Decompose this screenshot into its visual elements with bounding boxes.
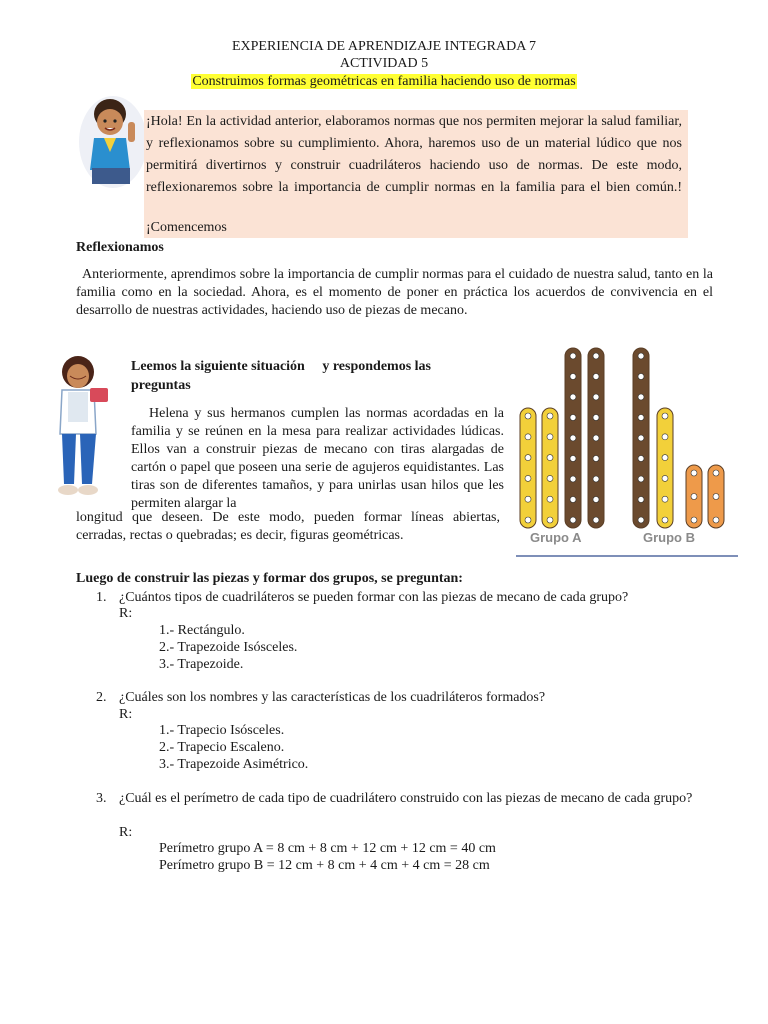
mecano-hole — [570, 435, 576, 441]
question-3-text: ¿Cuál es el perímetro de cada tipo de cuadrilátero construido con las piezas de mecano de cada grupo? — [119, 791, 693, 806]
mecano-hole — [570, 476, 576, 482]
mecano-hole — [547, 475, 553, 481]
mecano-hole — [593, 353, 599, 359]
mecano-hole — [662, 475, 668, 481]
question-2-r: R: — [119, 707, 133, 722]
mecano-hole — [570, 517, 576, 523]
mecano-hole — [525, 413, 531, 419]
mecano-figure — [510, 340, 740, 562]
subtitle-highlight: Construimos formas geométricas en familia haciendo uso de normas — [192, 74, 576, 89]
mecano-hole — [593, 476, 599, 482]
girl-illustration — [38, 352, 118, 500]
mecano-hole — [570, 374, 576, 380]
answer-1-2: 2.- Trapezoide Isósceles. — [159, 640, 298, 655]
answer-1-3: 3.- Trapezoide. — [159, 657, 244, 672]
mecano-hole — [638, 435, 644, 441]
question-3-r: R: — [119, 825, 133, 840]
mecano-hole — [547, 455, 553, 461]
answer-2-1: 1.- Trapecio Isósceles. — [159, 723, 285, 738]
mecano-hole — [662, 434, 668, 440]
question-1-r: R: — [119, 606, 133, 621]
mecano-hole — [570, 497, 576, 503]
mecano-hole — [525, 475, 531, 481]
document-title: EXPERIENCIA DE APRENDIZAJE INTEGRADA 7 — [231, 39, 537, 54]
intro-comencemos: ¡Comencemos — [146, 220, 227, 235]
mecano-hole — [525, 517, 531, 523]
situacion-text-a: Helena y sus hermanos cumplen las normas acordadas en la familia y se reúnen en la mesa para realizar actividades lúdicas. Ellos van a construir piezas de mecano con tiras alargadas de cartón o papel que poseen una serie de agujeros equidistantes. Las tiras son de diferentes tamaños, y para unirlas usan hilos que les permiten alargar la — [131, 406, 504, 511]
question-1-text: ¿Cuántos tipos de cuadriláteros se pueden formar con las piezas de mecano de cada grupo? — [119, 590, 629, 605]
question-3-number: 3. — [96, 791, 107, 806]
mecano-hole — [638, 476, 644, 482]
mecano-hole — [525, 496, 531, 502]
mecano-hole — [593, 394, 599, 400]
mecano-hole — [638, 497, 644, 503]
boy-illustration — [78, 92, 148, 192]
questions-heading: Luego de construir las piezas y formar dos grupos, se preguntan: — [76, 571, 463, 586]
mecano-hole — [593, 456, 599, 462]
mecano-hole — [713, 470, 719, 476]
mecano-hole — [662, 455, 668, 461]
mecano-strip-yellow — [542, 408, 558, 528]
mecano-hole — [593, 517, 599, 523]
mecano-hole — [593, 415, 599, 421]
mecano-hole — [547, 434, 553, 440]
mecano-strips — [520, 348, 724, 528]
situacion-text-b: longitud que deseen. De este modo, pueden formar líneas abiertas, cerradas, rectas o quebradas; es decir, figuras geométricas. — [76, 510, 500, 543]
answer-2-3: 3.- Trapezoide Asimétrico. — [159, 757, 309, 772]
mecano-hole — [662, 517, 668, 523]
mecano-hole — [713, 517, 719, 523]
group-b-label: Grupo B — [643, 530, 695, 545]
mecano-strip-yellow — [520, 408, 536, 528]
activity-number: ACTIVIDAD 5 — [339, 56, 429, 71]
mecano-hole — [691, 470, 697, 476]
mecano-hole — [638, 456, 644, 462]
mecano-hole — [638, 374, 644, 380]
mecano-hole — [547, 517, 553, 523]
mecano-hole — [593, 435, 599, 441]
mecano-hole — [638, 394, 644, 400]
mecano-hole — [691, 494, 697, 500]
mecano-hole — [713, 494, 719, 500]
answer-3-2: Perímetro grupo B = 12 cm + 8 cm + 4 cm + 4 cm = 28 cm — [159, 858, 490, 873]
mecano-hole — [662, 413, 668, 419]
activity-subtitle — [0, 73, 768, 90]
mecano-hole — [570, 415, 576, 421]
mecano-hole — [570, 353, 576, 359]
mecano-hole — [638, 517, 644, 523]
question-2-number: 2. — [96, 690, 107, 705]
situacion-heading: Leemos la siguiente situación y respondemos las preguntas — [131, 359, 435, 393]
mecano-hole — [547, 496, 553, 502]
mecano-hole — [638, 415, 644, 421]
mecano-hole — [662, 496, 668, 502]
answer-3-1: Perímetro grupo A = 8 cm + 8 cm + 12 cm + 12 cm = 40 cm — [159, 841, 496, 856]
group-a-label: Grupo A — [530, 530, 582, 545]
answer-2-2: 2.- Trapecio Escaleno. — [159, 740, 285, 755]
mecano-strip-yellow — [657, 408, 673, 528]
mecano-hole — [525, 455, 531, 461]
mecano-hole — [547, 413, 553, 419]
reflexion-text: Anteriormente, aprendimos sobre la importancia de cumplir normas para el cuidado de nuestra salud, tanto en la familia como en la sociedad. Ahora, es el momento de poner en práctica los acuerdos de convivencia en el desarrollo de nuestras actividades, haciendo uso de piezas de mecano. — [76, 267, 713, 318]
answer-1-1: 1.- Rectángulo. — [159, 623, 245, 638]
mecano-hole — [570, 456, 576, 462]
mecano-hole — [525, 434, 531, 440]
mecano-hole — [593, 374, 599, 380]
mecano-hole — [638, 353, 644, 359]
mecano-hole — [691, 517, 697, 523]
intro-paragraph: ¡Hola! En la actividad anterior, elaboramos normas que nos permiten mejorar la salud familiar, y reflexionamos sobre su cumplimiento. Ahora, haremos uso de un material lúdico que nos permitirá divertirnos y construir cuadriláteros haciendo uso de normas. De este modo, reflexionaremos sobre la importancia de cumplir normas en la familia para el bien común.! — [146, 114, 682, 195]
question-1-number: 1. — [96, 590, 107, 605]
mecano-hole — [570, 394, 576, 400]
intro-text — [146, 111, 682, 199]
question-2-text: ¿Cuáles son los nombres y las características de los cuadriláteros formados? — [119, 690, 546, 705]
mecano-hole — [593, 497, 599, 503]
reflexion-heading: Reflexionamos — [76, 240, 164, 255]
